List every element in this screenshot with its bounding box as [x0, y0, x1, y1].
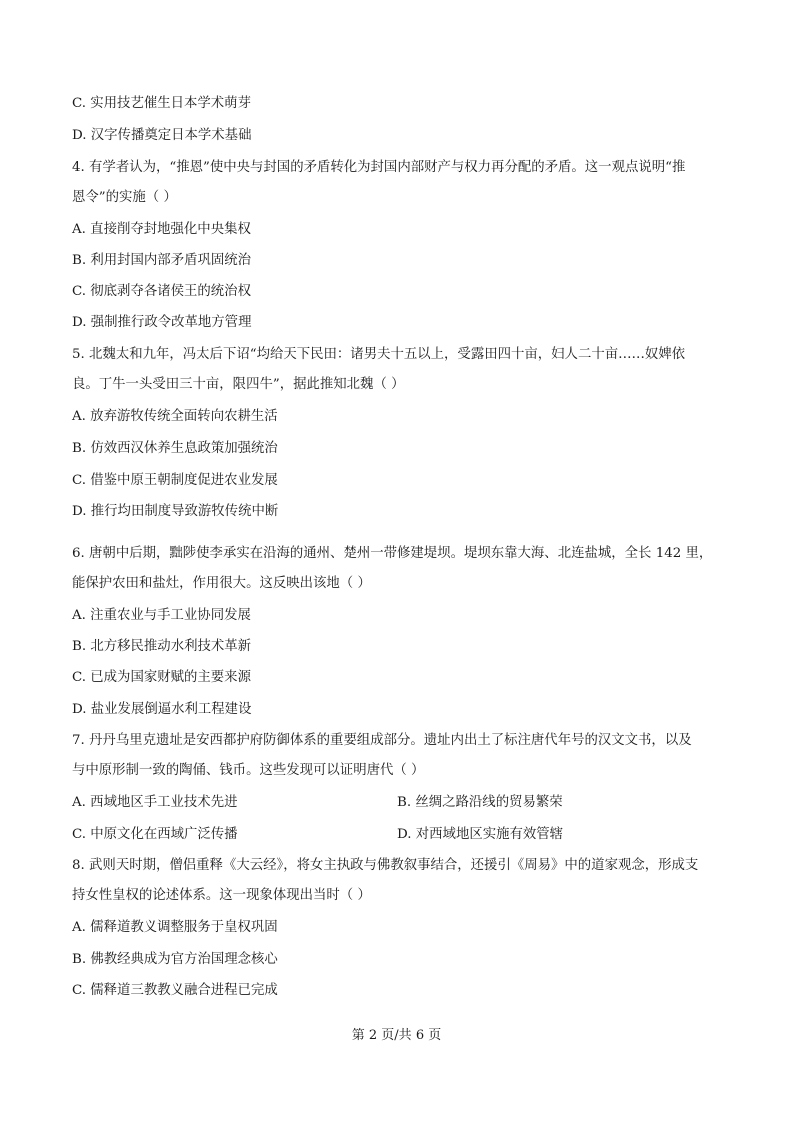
- q8-stem-line1: 8. 武则天时期，僧侣重释《大云经》，将女主执政与佛教叙事结合，还援引《周易》中的道家观念，形成支: [72, 858, 699, 873]
- q5-stem-line1: 5. 北魏太和九年，冯太后下诏“均给天下民田：诸男夫十五以上，受露田四十亩，妇人二十亩……奴婢依: [72, 347, 686, 362]
- q4-option-a: A. 直接削夺封地强化中央集权: [72, 222, 251, 237]
- q5-option-b: B. 仿效西汉休养生息政策加强统治: [72, 441, 278, 456]
- q7-option-a: A. 西域地区手工业技术先进: [72, 795, 238, 810]
- q3-option-d: D. 汉字传播奠定日本学术基础: [72, 128, 252, 143]
- q8-stem-line2: 持女性皇权的论述体系。这一现象体现出当时（ ）: [72, 888, 371, 903]
- page-number: 第 2 页/共 6 页: [351, 1028, 442, 1043]
- q5-stem-line2: 良。丁牛一头受田三十亩，限四牛”，据此推知北魏（ ）: [72, 377, 405, 392]
- q4-option-d: D. 强制推行政令改革地方管理: [72, 315, 252, 330]
- q6-option-a: A. 注重农业与手工业协同发展: [72, 608, 251, 623]
- q6-option-d: D. 盐业发展倒逼水利工程建设: [72, 702, 252, 717]
- q6-stem-line1: 6. 唐朝中后期，黜陟使李承实在沿海的通州、楚州一带修建堤坝。堤坝东靠大海、北连盐城，全长 142 里，: [72, 546, 713, 561]
- q4-stem-line2: 恩令”的实施（ ）: [72, 190, 177, 205]
- q5-option-d: D. 推行均田制度导致游牧传统中断: [72, 504, 279, 519]
- q4-option-c: C. 彻底剥夺各诸侯王的统治权: [72, 284, 251, 299]
- q5-option-c: C. 借鉴中原王朝制度促进农业发展: [72, 473, 278, 488]
- q4-option-b: B. 利用封国内部矛盾巩固统治: [72, 253, 252, 268]
- q5-option-a: A. 放弃游牧传统全面转向农耕生活: [72, 409, 278, 424]
- q7-option-d: D. 对西域地区实施有效管辖: [397, 827, 564, 842]
- q6-stem-line2: 能保护农田和盐灶，作用很大。这反映出该地（ ）: [72, 576, 371, 591]
- q6-option-b: B. 北方移民推动水利技术革新: [72, 639, 252, 654]
- q7-stem-line1: 7. 丹丹乌里克遗址是安西都护府防御体系的重要组成部分。遗址内出土了标注唐代年号的汉文文书，以及: [72, 733, 692, 748]
- q6-option-c: C. 已成为国家财赋的主要来源: [72, 670, 251, 685]
- q7-option-b: B. 丝绸之路沿线的贸易繁荣: [397, 795, 563, 810]
- q7-option-c: C. 中原文化在西域广泛传播: [72, 827, 238, 842]
- q4-stem-line1: 4. 有学者认为，“推恩”使中央与封国的矛盾转化为封国内部财产与权力再分配的矛盾。这一观点说明“推: [72, 160, 686, 175]
- q7-stem-line2: 与中原形制一致的陶俑、钱币。这些发现可以证明唐代（ ）: [72, 763, 425, 778]
- q3-option-c: C. 实用技艺催生日本学术萌芽: [72, 96, 251, 111]
- q8-option-a: A. 儒释道教义调整服务于皇权巩固: [72, 920, 278, 935]
- q8-option-c: C. 儒释道三教教义融合进程已完成: [72, 983, 278, 998]
- q8-option-b: B. 佛教经典成为官方治国理念核心: [72, 952, 278, 967]
